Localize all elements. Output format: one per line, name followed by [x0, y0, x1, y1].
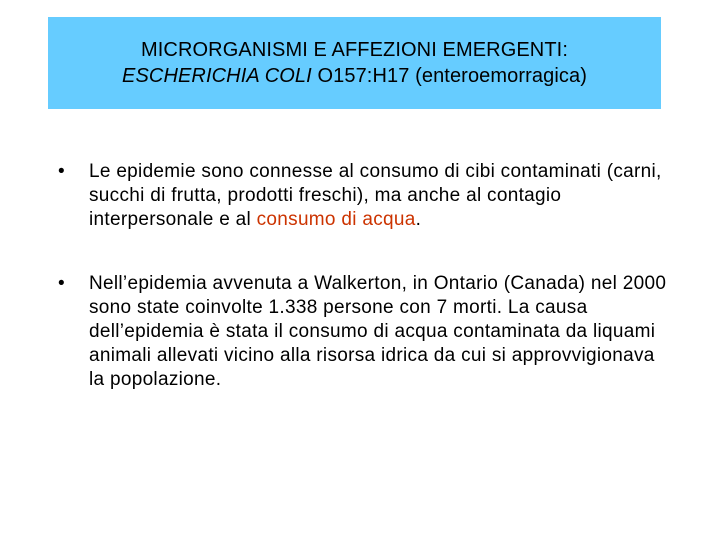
bullet-text: Le epidemie sono connesse al consumo di cibi contaminati (carni, succhi di frutta, prodotti freschi), ma anche al contagio interpersonale e al — [89, 161, 662, 230]
bullet-dot-icon: • — [58, 273, 65, 294]
bullet-item-walkerton — [58, 272, 668, 392]
bullet-dot-icon: • — [58, 161, 65, 182]
title-line-2 — [122, 63, 587, 89]
bullet-text-end: . — [415, 209, 422, 230]
title-banner — [48, 17, 661, 109]
bullet-item-epidemics — [58, 160, 668, 232]
title-line-1: MICRORGANISMI E AFFEZIONI EMERGENTI: — [141, 39, 568, 61]
bullet-list — [58, 160, 668, 392]
bullet-text: Nell’epidemia avvenuta a Walkerton, in Ontario (Canada) nel 2000 sono state coinvolte 1.338 persone con 7 morti. La causa dell’epidemia è stata il consumo di acqua contaminata da liquami animali allevati vicino alla risorsa idrica da cui si approvvigionava la popolazione. — [89, 273, 667, 390]
title-organism-name: ESCHERICHIA COLI — [122, 65, 312, 87]
title-strain: O157:H17 (enteroemorragica) — [311, 65, 587, 87]
bullet-highlight: consumo di acqua — [256, 209, 416, 230]
